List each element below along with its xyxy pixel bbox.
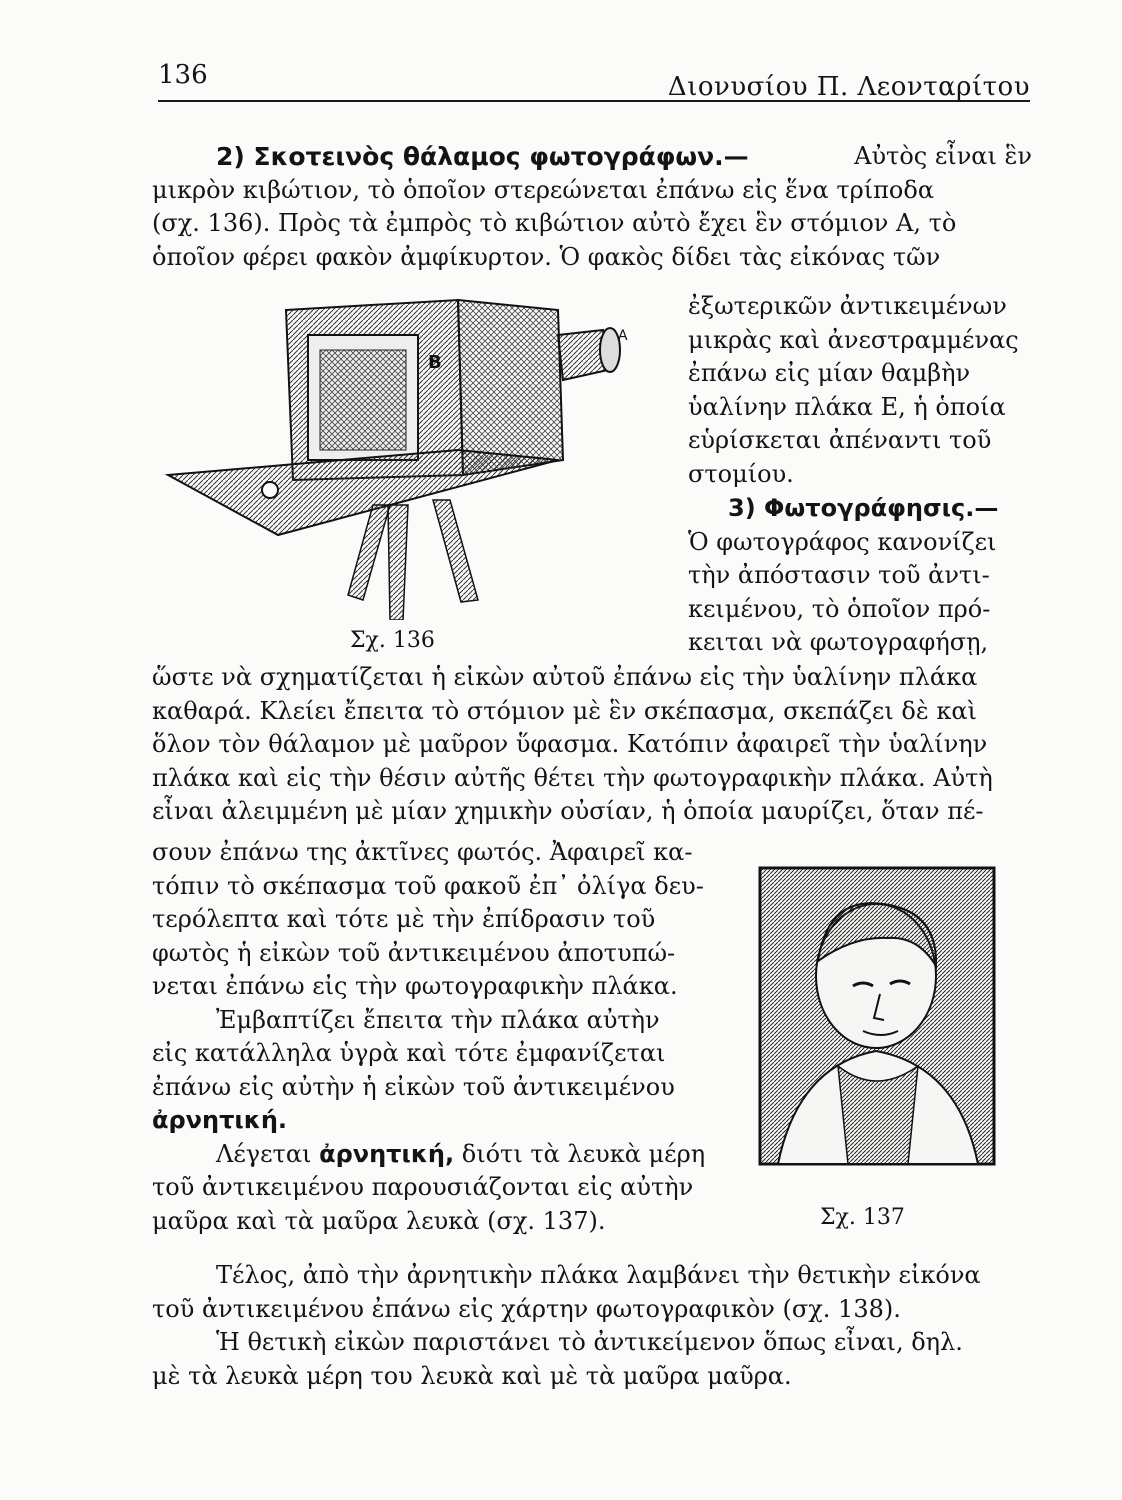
section-2-intro <box>152 140 1032 274</box>
text-line: τοῦ ἀντικειμένου ἐπάνω εἰς χάρτην φωτογραφικὸν (σχ. 138). <box>152 1294 901 1323</box>
figure-136-caption: Σχ. 136 <box>350 628 435 653</box>
text-line: κειμένου, τὸ ὁποῖον πρό- <box>688 594 991 623</box>
line-suffix: διότι τὰ λευκὰ μέρη <box>454 1139 706 1168</box>
text-line: φωτὸς ἡ εἰκὼν τοῦ ἀντικειμένου ἀποτυπώ- <box>152 938 676 967</box>
text-line: τερόλεπτα καὶ τότε μὲ τὴν ἐπίδρασιν τοῦ <box>152 905 656 933</box>
section-3-full-text <box>152 661 1032 829</box>
line-prefix: Λέγεται <box>216 1139 320 1168</box>
text-line: εὑρίσκεται ἀπέναντι τοῦ <box>688 426 992 454</box>
text-line: μικρὰς καὶ ἀνεστραμμένας <box>688 325 1019 354</box>
label-a: A <box>618 328 628 344</box>
text-line: Ὁ φωτογράφος κανονίζει <box>688 527 997 556</box>
text-line: ἐξωτερικῶν ἀντικειμένων <box>688 292 1007 320</box>
page-number: 136 <box>158 60 208 90</box>
section-3-side-text <box>688 492 1032 660</box>
text-line: Ἡ θετικὴ εἰκὼν παριστάνει τὸ ἀντικείμενον ὅπως εἶναι, δηλ. <box>216 1328 963 1356</box>
text-line: ἐπάνω εἰς μίαν θαμβὴν <box>688 359 971 387</box>
text-line: ὥστε νὰ σχηματίζεται ἡ εἰκὼν αὐτοῦ ἐπάνω εἰς τὴν ὑαλίνην πλάκα <box>152 663 978 691</box>
label-b: B <box>428 352 442 373</box>
running-title: Διονυσίου Π. Λεονταρίτου <box>667 72 1030 102</box>
text-line: ὁποῖον φέρει φακὸν ἀμφίκυρτον. Ὁ φακὸς δίδει τὰς εἰκόνας τῶν <box>152 242 941 271</box>
section-2-title: 2) Σκοτεινὸς θάλαμος φωτογράφων.— <box>216 142 749 171</box>
text-line: νεται ἐπάνω εἰς τὴν φωτογραφικὴν πλάκα. <box>152 972 678 1000</box>
page-header <box>158 60 1030 102</box>
portrait-illustration <box>758 866 996 1166</box>
figure-136-camera <box>158 290 658 620</box>
text-line: καθαρά. Κλείει ἔπειτα τὸ στόμιον μὲ ἓν σκέπασμα, σκεπάζει δὲ καὶ <box>152 696 977 725</box>
camera-illustration <box>158 290 658 620</box>
text-line: ἐπάνω εἰς αὐτὴν ἡ εἰκὼν τοῦ ἀντικειμένου <box>152 1072 675 1101</box>
text-line: ὅλον τὸν θάλαμον μὲ μαῦρον ὕφασμα. Κατόπιν ἀφαιρεῖ τὴν ὑαλίνην <box>152 730 988 758</box>
section-3-left-text <box>152 836 706 1238</box>
text-line: κειται νὰ φωτογραφήσῃ, <box>688 628 989 656</box>
section-3-end-text <box>152 1259 1032 1393</box>
text-line <box>152 1138 706 1172</box>
text-line: μὲ τὰ λευκὰ μέρη του λευκὰ καὶ μὲ τὰ μαῦρα μαῦρα. <box>152 1361 792 1390</box>
text-line: στομίου. <box>688 459 794 488</box>
figure-137-caption: Σχ. 137 <box>820 1205 905 1230</box>
text-line: Ἐμβαπτίζει ἔπειτα τὴν πλάκα αὐτὴν <box>216 1005 660 1034</box>
text-line: (σχ. 136). Πρὸς τὰ ἐμπρὸς τὸ κιβώτιον αὐτὸ ἔχει ἓν στόμιον Α, τὸ <box>152 209 957 237</box>
text-line: Τέλος, ἀπὸ τὴν ἀρνητικὴν πλάκα λαμβάνει τὴν θετικὴν εἰκόνα <box>216 1261 981 1289</box>
bold-term: ἀρνητική. <box>152 1106 288 1134</box>
text-line: μαῦρα καὶ τὰ μαῦρα λευκὰ (σχ. 137). <box>152 1206 606 1235</box>
section-2-side-text <box>688 290 1032 491</box>
text-line: Αὐτὸς εἶναι ἓν <box>854 142 1032 170</box>
text-line: πλάκα καὶ εἰς τὴν θέσιν αὐτῆς θέτει τὴν φωτογραφικὴν πλάκα. Αὐτὴ <box>152 763 993 792</box>
text-line: τὴν ἀπόστασιν τοῦ ἀντι- <box>688 561 990 589</box>
text-line: ὑαλίνην πλάκα Ε, ἡ ὁποία <box>688 392 1006 421</box>
section-3-title: 3) Φωτογράφησις.— <box>728 494 999 522</box>
text-line: εἰς κατάλληλα ὑγρὰ καὶ τότε ἐμφανίζεται <box>152 1039 666 1067</box>
text-line: τοῦ ἀντικειμένου παρουσιάζονται εἰς αὐτὴν <box>152 1173 694 1201</box>
bold-term: ἀρνητική, <box>319 1139 455 1168</box>
text-line: μικρὸν κιβώτιον, τὸ ὁποῖον στερεώνεται ἐπάνω εἰς ἕνα τρίποδα <box>152 175 935 204</box>
text-line: εἶναι ἀλειμμένη μὲ μίαν χημικὴν οὐσίαν, ἡ ὁποία μαυρίζει, ὅταν πέ- <box>152 797 984 825</box>
text-line: σουν ἐπάνω της ἀκτῖνες φωτός. Ἀφαιρεῖ κα- <box>152 838 693 866</box>
figure-137-portrait <box>758 866 996 1166</box>
text-line: τόπιν τὸ σκέπασμα τοῦ φακοῦ ἐπ᾽ ὀλίγα δευ- <box>152 871 704 900</box>
